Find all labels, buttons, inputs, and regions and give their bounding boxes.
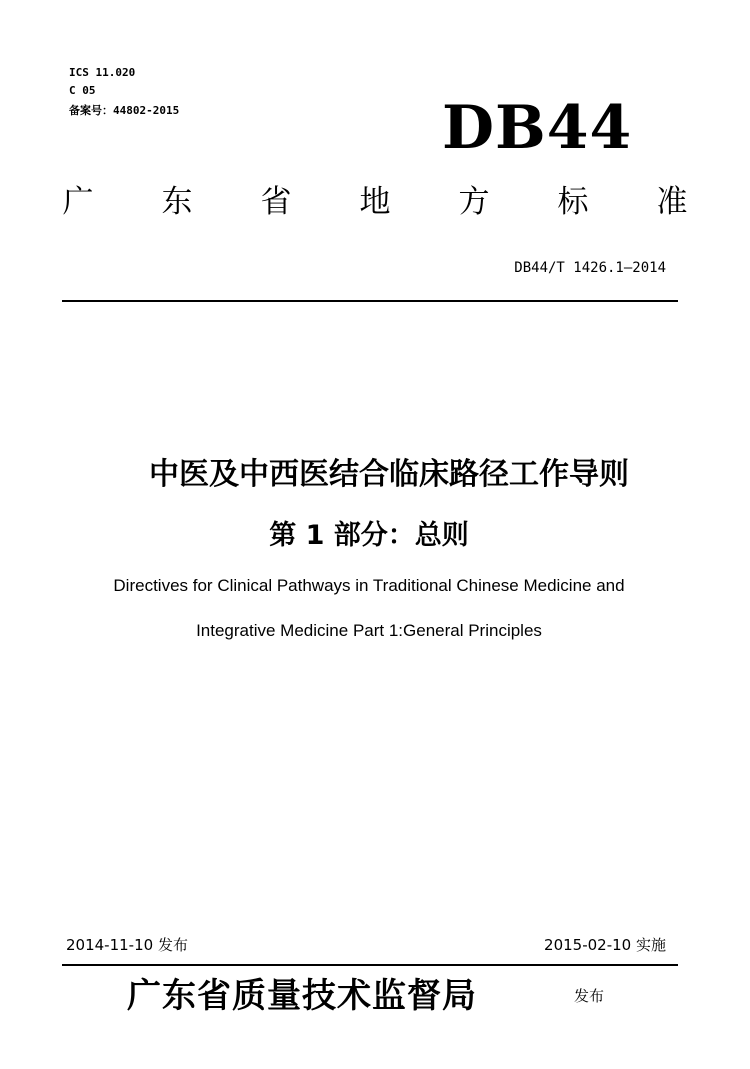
standard-type-char: 地	[359, 184, 391, 220]
chinese-title: 中医及中西医结合临床路径工作导则	[149, 457, 629, 492]
english-title-line-1: Directives for Clinical Pathways in Traditional Chinese Medicine and	[113, 576, 625, 595]
standard-type-heading	[55, 182, 695, 222]
bottom-divider	[62, 964, 678, 966]
ics-code: ICS 11.020	[69, 66, 136, 79]
standard-type-char: 标	[557, 184, 589, 220]
standard-number: DB44/T 1426.1—2014	[514, 260, 666, 276]
standard-type-char: 省	[260, 184, 292, 220]
issue-date: 2014-11-10 发布	[66, 936, 188, 954]
english-title-line-2: Integrative Medicine Part 1:General Principles	[196, 621, 542, 640]
standard-type-char: 方	[458, 184, 490, 220]
filing-number: 备案号：44802-2015	[69, 104, 180, 117]
standard-type-char: 东	[161, 184, 193, 220]
issuing-authority: 广东省质量技术监督局	[127, 976, 477, 1016]
standard-code-logo: DB44	[442, 93, 633, 163]
chinese-subtitle: 第 1 部分：总则	[269, 520, 469, 551]
standard-type-char: 广	[62, 184, 94, 220]
implementation-date: 2015-02-10 实施	[544, 936, 666, 954]
top-divider	[62, 300, 678, 302]
issuer-suffix: 发布	[574, 987, 605, 1005]
ccs-code: C 05	[69, 84, 96, 97]
standard-type-char: 准	[656, 184, 688, 220]
